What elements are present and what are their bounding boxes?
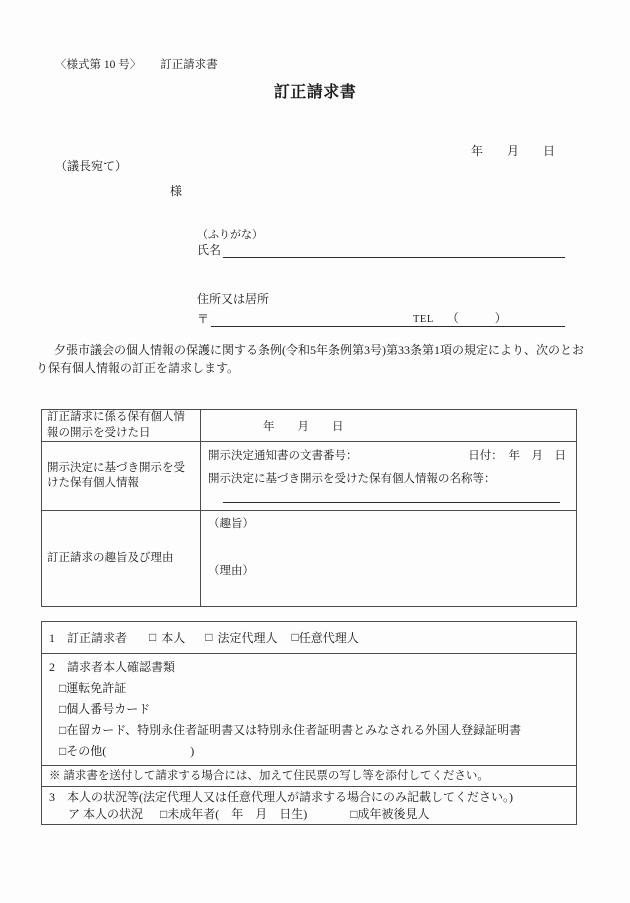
principal-status-row — [42, 786, 576, 824]
principal-status-heading: 3 本人の状況等(法定代理人又は任意代理人が請求する場合にのみ記載してください。) — [49, 790, 513, 804]
page-title: 訂正請求書 — [273, 84, 357, 101]
furigana-label: （ふりがな） — [197, 229, 263, 241]
checkbox-adult-ward[interactable]: □ — [350, 806, 358, 821]
requester-type-row — [42, 622, 576, 653]
other-document-label: その他( ) — [66, 744, 195, 758]
info-name-input-line[interactable] — [223, 502, 560, 503]
mynumber-card-label: 個人番号カード — [66, 702, 151, 716]
submission-date-blank: 年 月 日 — [470, 144, 555, 158]
requester-info-table — [41, 621, 577, 825]
mail-note-row: ※ 請求書を送付して請求する場合には、加えて住民票の写し等を添付してください。 — [42, 765, 576, 786]
drivers-license-label: 運転免許証 — [66, 681, 127, 695]
checkbox-drivers-license[interactable]: □ — [59, 681, 67, 695]
form-number-doc-type: 訂正請求書 — [160, 59, 218, 71]
form-number-line — [55, 56, 218, 72]
addressee-honorific: 様 — [170, 184, 183, 198]
info-name-label: 開示決定に基づき開示を受けた保有個人情報の名称等： — [208, 473, 496, 485]
purpose-reason-cell[interactable] — [201, 511, 576, 606]
table-row — [42, 441, 576, 510]
list-item — [59, 678, 571, 699]
option-legal-representative-label: 法定代理人 — [217, 631, 278, 645]
list-item — [59, 741, 571, 762]
checkbox-self[interactable]: □ — [149, 630, 157, 644]
purpose-reason-label: 訂正請求の趣旨及び理由 — [42, 511, 201, 606]
list-item — [59, 699, 571, 720]
name-field-row — [197, 241, 565, 258]
address-label: 住所又は居所 — [197, 292, 270, 306]
checkbox-residence-card[interactable]: □ — [59, 723, 67, 737]
address-field-row — [197, 310, 565, 327]
disclosure-info-table — [41, 409, 577, 607]
option-legal-representative — [205, 629, 277, 646]
name-label: 氏名 — [197, 243, 222, 257]
form-number: 〈様式第 10 号〉 — [55, 59, 142, 71]
disclosure-date-blank: 年 月 日 — [263, 420, 344, 433]
checkbox-mynumber-card[interactable]: □ — [59, 702, 67, 716]
disclosure-date-cell[interactable] — [201, 410, 576, 441]
requester-type-label: 1 訂正請求者 — [49, 631, 128, 645]
option-voluntary-representative — [292, 629, 359, 646]
decision-date-blank: 日付： 年 月 日 — [468, 450, 566, 462]
addressee-note: （議長宛て） — [55, 159, 128, 173]
identity-documents-heading: 2 請求者本人確認書類 — [49, 660, 176, 674]
doc-number-label: 開示決定通知書の文書番号： — [208, 450, 358, 462]
principal-status-prefix: ア 本人の状況 — [68, 806, 144, 821]
tel-label: TEL — [413, 314, 434, 325]
checkbox-other-document[interactable]: □ — [59, 744, 67, 758]
tel-group — [413, 309, 507, 326]
option-adult-ward — [350, 807, 429, 821]
checkbox-voluntary-representative[interactable]: □ — [291, 630, 299, 644]
postal-mark: 〒 — [197, 312, 210, 326]
checkbox-minor[interactable]: □ — [160, 806, 168, 821]
tel-input-area[interactable]: （ ） — [446, 311, 507, 325]
reason-label: （理由） — [208, 565, 254, 577]
disclosed-info-label: 開示決定に基づき開示を受けた保有個人情報 — [42, 442, 201, 510]
doc-number-line — [201, 442, 576, 463]
residence-card-label: 在留カード、特別永住者証明書又は特別永住者証明書とみなされる外国人登録証明書 — [66, 723, 522, 737]
principal-status-line — [68, 806, 576, 823]
checkbox-legal-representative[interactable]: □ — [205, 630, 213, 644]
purpose-label: （趣旨） — [208, 518, 254, 530]
list-item — [59, 720, 571, 741]
minor-label: 未成年者( 年 月 日生) — [167, 806, 308, 821]
address-input-line[interactable] — [211, 310, 565, 327]
option-minor — [160, 807, 310, 821]
table-row — [42, 510, 576, 606]
adult-ward-label: 成年被後見人 — [357, 806, 430, 821]
option-voluntary-representative-label: 任意代理人 — [298, 631, 359, 645]
identity-documents-row — [42, 653, 576, 765]
option-self — [149, 629, 185, 646]
disclosure-date-label: 訂正請求に係る保有個人情報の開示を受けた日 — [42, 410, 201, 441]
body-paragraph: 夕張市議会の個人情報の保護に関する条例(令和5年条例第3号)第33条第1項の規定により、次のとおり保有個人情報の訂正を請求します。 — [36, 343, 584, 375]
disclosed-info-cell — [201, 442, 576, 510]
table-row — [42, 410, 576, 441]
name-input-line[interactable] — [223, 241, 565, 258]
option-self-label: 本人 — [161, 631, 186, 645]
